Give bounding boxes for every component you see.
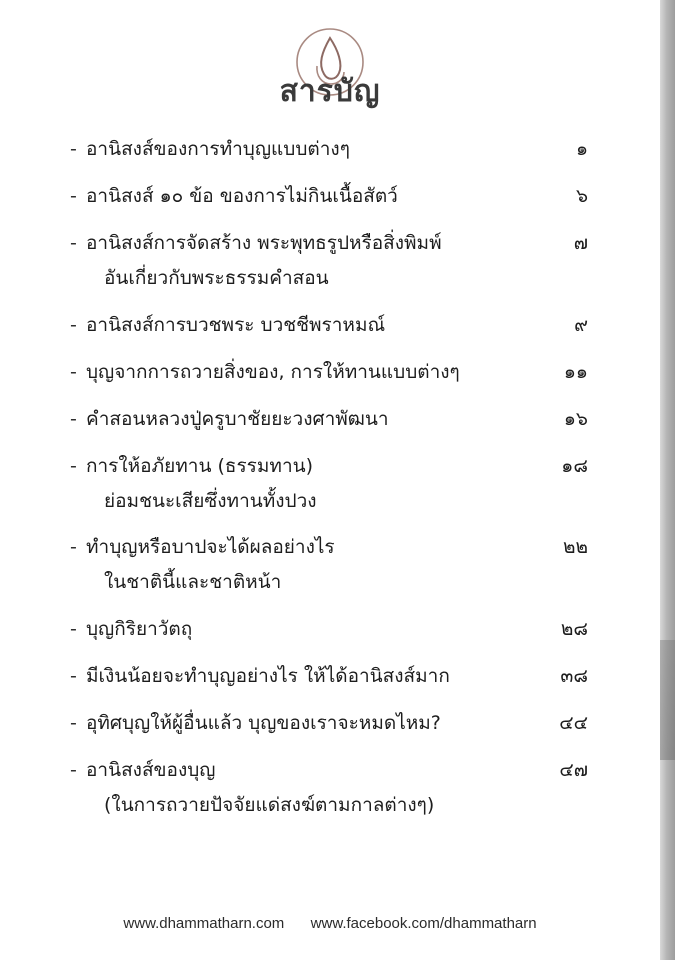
toc-entry[interactable]	[70, 134, 590, 164]
toc-entry[interactable]	[70, 661, 590, 691]
page-footer	[0, 915, 660, 932]
toc-entry[interactable]	[70, 451, 590, 481]
toc-entry-page: ๑๖	[563, 407, 588, 430]
toc-entry-page: ๔๗	[559, 758, 588, 781]
toc-entry-page: ๙	[574, 313, 588, 336]
toc-entry-label: คำสอนหลวงปู่ครูบาชัยยะวงศาพัฒนา	[86, 407, 389, 430]
toc-entry-label: บุญจากการถวายสิ่งของ, การให้ทานแบบต่างๆ	[86, 360, 460, 383]
page-fold	[660, 640, 675, 760]
toc-entry-page: ๑๑	[563, 360, 588, 383]
bullet-dash: -	[70, 617, 77, 640]
toc-entry[interactable]	[70, 310, 590, 340]
toc-entry-page: ๔๔	[559, 711, 588, 734]
page-edge-shadow	[660, 0, 675, 960]
bullet-dash: -	[70, 664, 77, 687]
toc-entry[interactable]	[70, 614, 590, 644]
bullet-dash: -	[70, 313, 77, 336]
toc-entry-label: มีเงินน้อยจะทำบุญอย่างไร ให้ได้อานิสงส์มาก	[86, 664, 450, 687]
toc-entry-label: อุทิศบุญให้ผู้อื่นแล้ว บุญของเราจะหมดไหม?	[86, 711, 441, 734]
toc-entry-label: ทำบุญหรือบาปจะได้ผลอย่างไร	[86, 536, 335, 559]
bullet-dash: -	[70, 138, 77, 160]
toc-entry-page: ๓๘	[560, 664, 588, 687]
toc-entry-page: ๗	[573, 232, 588, 254]
page-header	[0, 0, 660, 130]
toc-entry-label: อานิสงส์การจัดสร้าง พระพุทธรูปหรือสิ่งพิมพ์	[86, 232, 442, 254]
toc-entry-label: อานิสงส์การบวชพระ บวชชีพราหมณ์	[86, 313, 386, 336]
toc-entry-page: ๑	[575, 138, 588, 160]
toc-entry[interactable]	[70, 755, 590, 785]
table-of-contents	[70, 130, 590, 819]
toc-entry[interactable]	[70, 228, 590, 258]
toc-entry-continuation: (ในการถวายปัจจัยแด่สงฆ์ตามกาลต่างๆ)	[104, 793, 435, 816]
toc-entry-continuation: ย่อมชนะเสียซึ่งทานทั้งปวง	[104, 489, 317, 512]
toc-entry[interactable]	[70, 404, 590, 434]
toc-entry-page: ๑๘	[561, 454, 588, 477]
toc-entry-page: ๒๒	[562, 536, 588, 559]
toc-entry[interactable]	[70, 357, 590, 387]
toc-entry[interactable]	[70, 708, 590, 738]
toc-entry-label: อานิสงส์ ๑๐ ข้อ ของการไม่กินเนื้อสัตว์	[86, 185, 398, 207]
bullet-dash: -	[70, 232, 77, 254]
toc-entry-page: ๒๘	[560, 617, 588, 640]
website-link[interactable]: www.dhammatharn.com	[123, 915, 285, 932]
bullet-dash: -	[70, 536, 77, 559]
bullet-dash: -	[70, 360, 77, 383]
bullet-dash: -	[70, 407, 77, 430]
toc-entry-label: การให้อภัยทาน (ธรรมทาน)	[86, 454, 314, 477]
bullet-dash: -	[70, 185, 77, 207]
toc-entry[interactable]	[70, 532, 590, 562]
toc-entry-label: อานิสงส์ของบุญ	[86, 758, 216, 781]
toc-entry-label: บุญกิริยาวัตถุ	[86, 617, 193, 640]
toc-entry-page: ๖	[575, 185, 588, 207]
page-title: สารบัญ	[279, 74, 381, 109]
toc-entry-label: อานิสงส์ของการทำบุญแบบต่างๆ	[86, 138, 350, 160]
toc-entry-continuation: อันเกี่ยวกับพระธรรมคำสอน	[104, 267, 329, 289]
bullet-dash: -	[70, 454, 77, 477]
toc-entry[interactable]	[70, 181, 590, 211]
bullet-dash: -	[70, 711, 77, 734]
toc-entry-continuation: ในชาตินี้และชาติหน้า	[104, 571, 282, 594]
facebook-link[interactable]: www.facebook.com/dhammatharn	[310, 915, 537, 932]
bullet-dash: -	[70, 758, 77, 781]
